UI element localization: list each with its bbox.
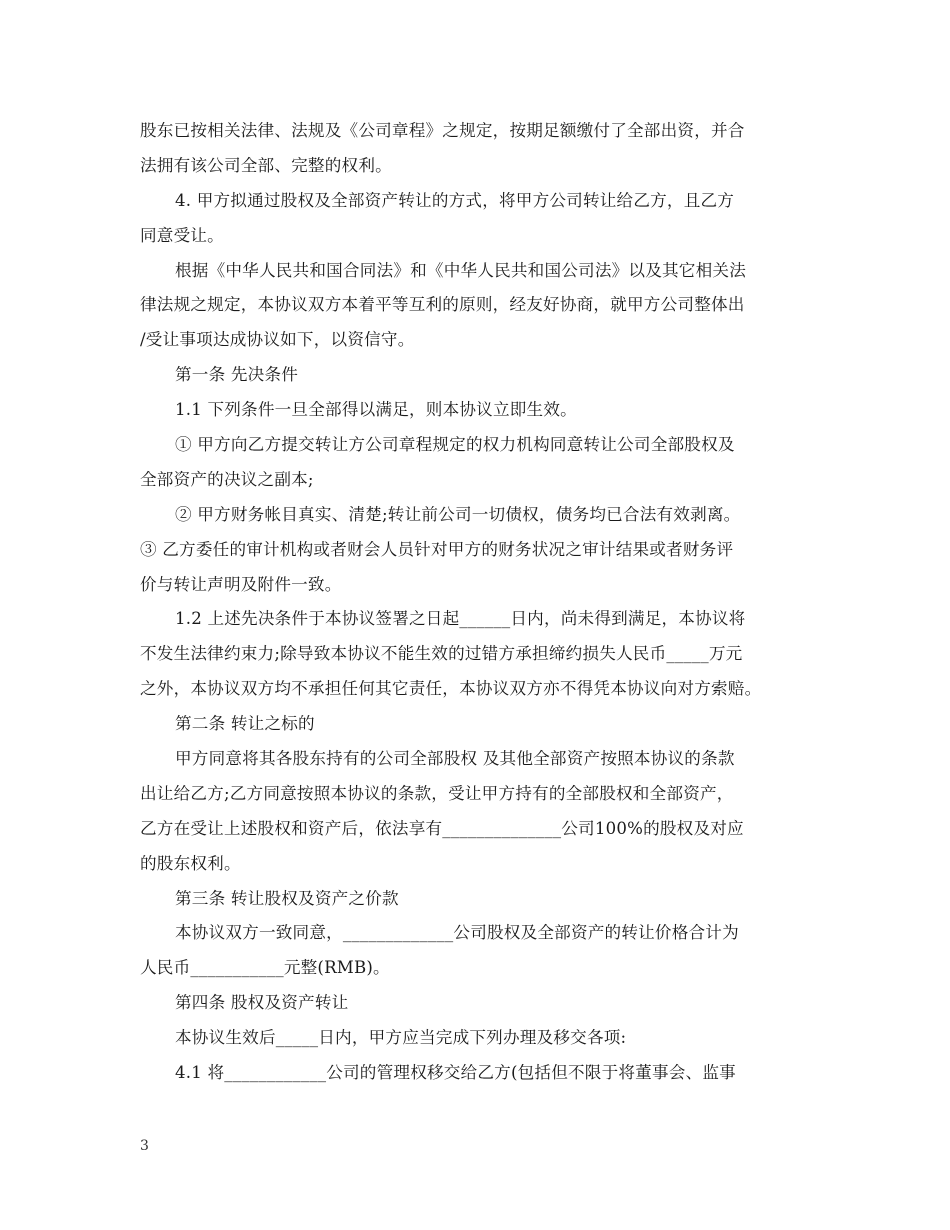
document-line: 同意受让。 bbox=[140, 225, 224, 245]
document-line: ① 甲方向乙方提交转让方公司章程规定的权力机构同意转让公司全部股权及 bbox=[175, 435, 735, 455]
document-line: 全部资产的决议之副本; bbox=[140, 469, 314, 489]
document-line: 根据《中华人民共和国合同法》和《中华人民共和国公司法》以及其它相关法 bbox=[175, 260, 746, 280]
document-line: 1.2 上述先决条件于本协议签署之日起______日内，尚未得到满足，本协议将 bbox=[175, 609, 746, 629]
document-line: 律法规之规定，本协议双方本着平等互利的原则，经友好协商，就甲方公司整体出 bbox=[140, 295, 745, 315]
document-line: 第一条 先决条件 bbox=[175, 365, 299, 385]
document-line: 不发生法律约束力;除导致本协议不能生效的过错方承担缔约损失人民币_____万元 bbox=[140, 644, 743, 664]
document-line: 股东已按相关法律、法规及《公司章程》之规定，按期足额缴付了全部出资，并合 bbox=[140, 121, 745, 140]
page-number: 3 bbox=[140, 1138, 149, 1154]
document-line: /受让事项达成协议如下，以资信守。 bbox=[140, 330, 415, 350]
document-line: 之外，本协议双方均不承担任何其它责任，本协议双方亦不得凭本协议向对方索赔。 bbox=[140, 679, 762, 699]
document-line: 价与转让声明及附件一致。 bbox=[140, 574, 342, 594]
document-line: 人民币___________元整(RMB)。 bbox=[140, 958, 390, 978]
document-line: 的股东权利。 bbox=[140, 853, 241, 873]
document-line: 本协议双方一致同意，_____________公司股权及全部资产的转让价格合计为 bbox=[175, 923, 739, 943]
document-line: 1.1 下列条件一旦全部得以满足，则本协议立即生效。 bbox=[175, 400, 577, 420]
document-line: 第四条 股权及资产转让 bbox=[175, 993, 349, 1013]
document-line: 4. 甲方拟通过股权及全部资产转让的方式，将甲方公司转让给乙方，且乙方 bbox=[175, 190, 735, 210]
document-line: 甲方同意将其各股东持有的公司全部股权 及其他全部资产按照本协议的条款 bbox=[175, 749, 735, 769]
document-line: 本协议生效后_____日内，甲方应当完成下列办理及移交各项: bbox=[175, 1028, 627, 1048]
document-line: ③ 乙方委任的审计机构或者财会人员针对甲方的财务状况之审计结果或者财务评 bbox=[140, 539, 734, 559]
document-line: 第二条 转让之标的 bbox=[175, 714, 315, 734]
document-line: 法拥有该公司全部、完整的权利。 bbox=[140, 155, 392, 175]
document-body bbox=[140, 114, 820, 1091]
document-line: 4.1 将____________公司的管理权移交给乙方(包括但不限于将董事会、监事 bbox=[175, 1063, 736, 1083]
document-line: ② 甲方财务帐目真实、清楚;转让前公司一切债权，债务均已合法有效剥离。 bbox=[175, 504, 741, 524]
document-line: 出让给乙方;乙方同意按照本协议的条款，受让甲方持有的全部股权和全部资产， bbox=[140, 783, 734, 803]
document-line: 乙方在受让上述股权和资产后，依法享有______________公司100%的股权及对应 bbox=[140, 818, 744, 838]
document-line: 第三条 转让股权及资产之价款 bbox=[175, 888, 399, 908]
